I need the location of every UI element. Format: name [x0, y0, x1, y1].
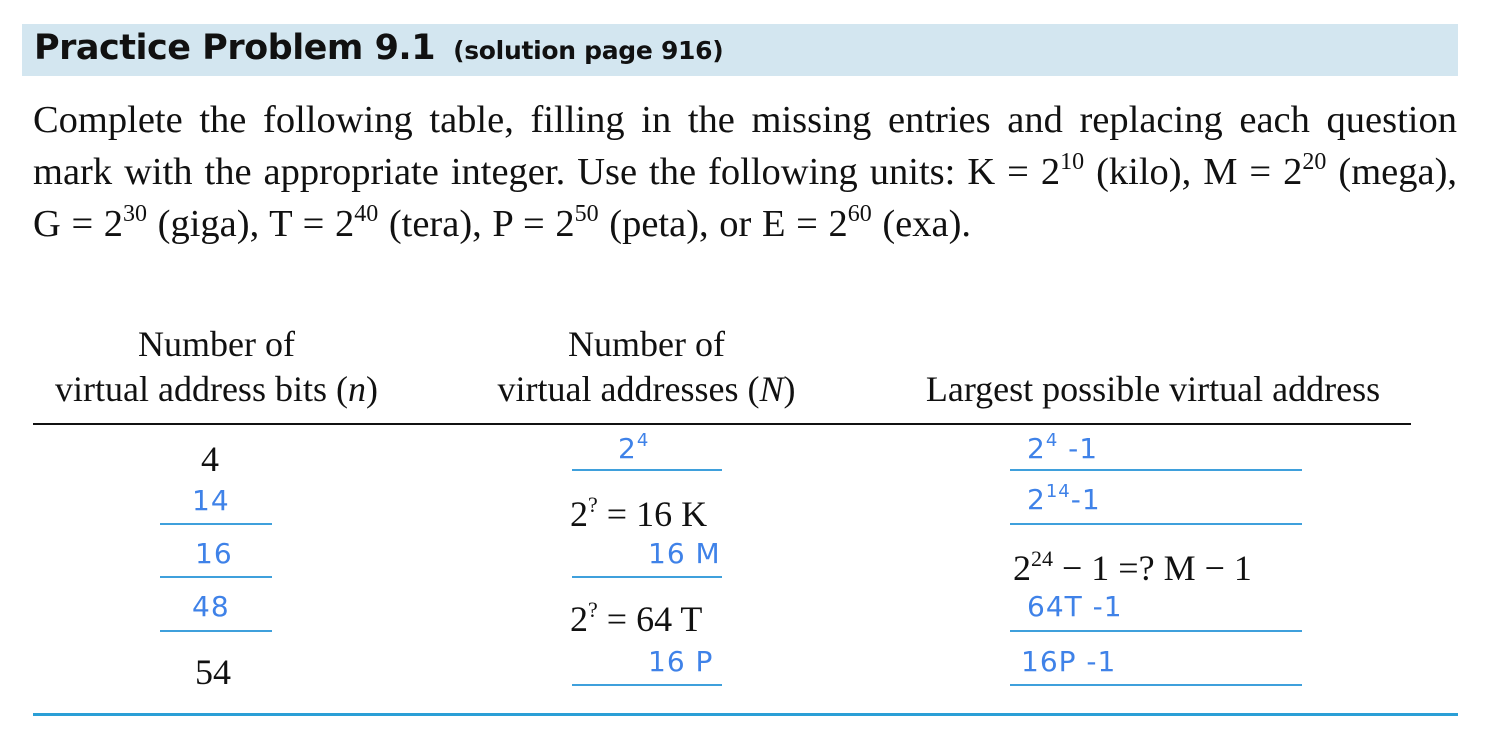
row3-count-line [572, 576, 722, 578]
row2-bits-line [160, 523, 272, 525]
row1-max-answer: $2^4$ -1 [1027, 430, 1099, 465]
problem-statement: Complete the following table, filling in the missing entries and replacing each question mark with the appropriate integer. Use the following units: $K = 2^{10}$ (kilo), $M = 2^{20}$ (mega), $G = 2^{30}$ (giga), $T = 2^{40}$ (tera), $P = 2^{50}$ (peta), or $E = 2^{60}$ (exa). [33, 99, 1458, 245]
row1-max-line [1010, 469, 1302, 471]
row1-count-answer: $2^4$ [618, 430, 650, 465]
unit-t: $T = 2^{40}$ [269, 201, 379, 245]
unit-e: $E = 2^{60}$ [761, 201, 872, 245]
unit-m: $M = 2^{20}$ [1203, 149, 1327, 193]
row2-max-answer: $2^{14}-1$ [1027, 481, 1101, 516]
row4-max-line [1010, 630, 1302, 632]
row4-bits-answer: 48 [192, 590, 230, 623]
problem-title: Practice Problem 9.1 (solution page 916) [34, 28, 724, 68]
table-header-rule [33, 423, 1411, 425]
row5-max-answer: 16P -1 [1021, 645, 1117, 678]
row2-count: 2? = 16 K [570, 492, 708, 534]
problem-bottom-rule [33, 713, 1458, 716]
row4-count: 2? = 64 T [570, 597, 703, 639]
solution-reference: (solution page 916) [453, 36, 724, 65]
row3-bits-line [160, 576, 272, 578]
row2-max-line [1010, 523, 1302, 525]
row2-bits-answer: 14 [192, 484, 230, 517]
row3-count-answer: 16 M [648, 537, 721, 570]
row1-count-line [572, 469, 722, 471]
row3-max: $2^{24} - 1$ =? M − 1 [1013, 546, 1252, 588]
header-largest-address: Largest possible virtual address [925, 369, 1381, 409]
row3-bits-answer: 16 [195, 537, 233, 570]
problem-header [22, 24, 1458, 76]
row5-max-line [1010, 684, 1302, 686]
row4-bits-line [160, 630, 272, 632]
unit-p: $P = 2^{50}$ [492, 201, 599, 245]
row5-count-line [572, 684, 722, 686]
row4-max-answer: 64T -1 [1027, 590, 1123, 623]
header-address-bits: Number of virtual address bits (n) [55, 324, 378, 409]
unit-g: $G = 2^{30}$ [33, 201, 148, 245]
row5-count-answer: 16 P [648, 645, 714, 678]
row1-bits: 4 [201, 439, 219, 479]
header-address-count: Number of virtual addresses (N) [497, 324, 796, 409]
unit-k: $K = 2^{10}$ [967, 149, 1085, 193]
row5-bits: 54 [195, 652, 231, 692]
